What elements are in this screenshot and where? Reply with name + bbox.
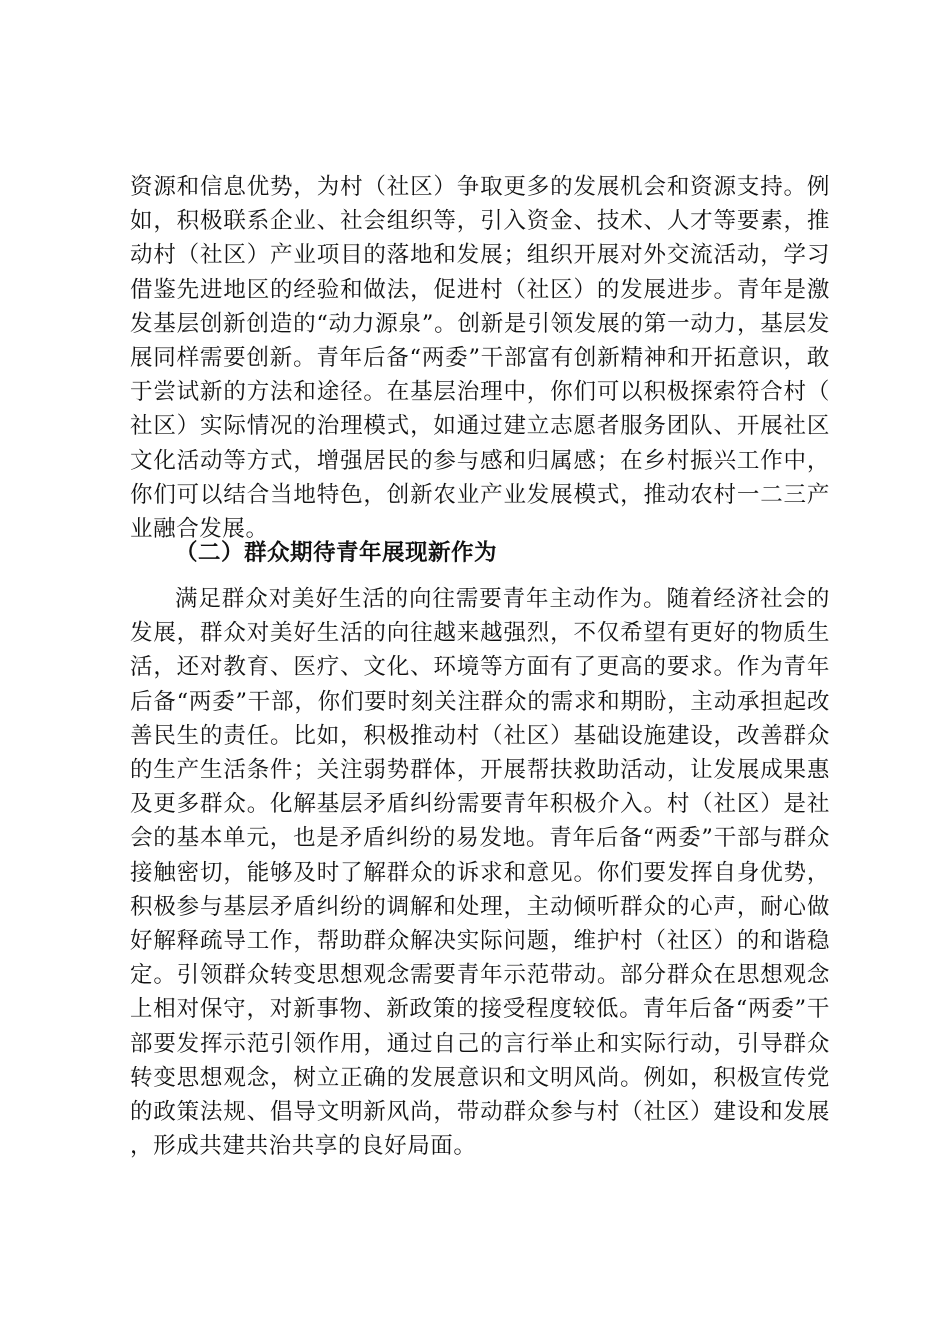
body-paragraph: 满足群众对美好生活的向往需要青年主动作为。随着经济社会的发展，群众对美好生活的向往越来越强烈，不仅希望有更好的物质生活，还对教育、医疗、文化、环境等方面有了更高的要求。作为青年后备“两委”干部，你们要时刻关注群众的需求和期盼，主动承担起改善民生的责任。比如，积极推动村（社区）基础设施建设，改善群众的生产生活条件；关注弱势群体，开展帮扶救助活动，让发展成果惠及更多群众。化解基层矛盾纠纷需要青年积极介入。村（社区）是社会的基本单元，也是矛盾纠纷的易发地。青年后备“两委”干部与群众接触密切，能够及时了解群众的诉求和意见。你们要发挥自身优势，积极参与基层矛盾纠纷的调解和处理，主动倾听群众的心声，耐心做好解释疏导工作，帮助群众解决实际问题，维护村（社区）的和谐稳定。引领群众转变思想观念需要青年示范带动。部分群众在思想观念上相对保守，对新事物、新政策的接受程度较低。青年后备“两委”干部要发挥示范引领作用，通过自己的言行举止和实际行动，引导群众转变思想观念，树立正确的发展意识和文明风尚。例如，积极宣传党的政策法规、倡导文明新风尚，带动群众参与村（社区）建设和发展，形成共建共治共享的良好局面。 — [130, 586, 830, 1160]
section-heading: （二）群众期待青年展现新作为 — [175, 540, 498, 566]
body-paragraph: 资源和信息优势，为村（社区）争取更多的发展机会和资源支持。例如，积极联系企业、社会组织等，引入资金、技术、人才等要素，推动村（社区）产业项目的落地和发展；组织开展对外交流活动，学习借鉴先进地区的经验和做法，促进村（社区）的发展进步。青年是激发基层创新创造的“动力源泉”。创新是引领发展的第一动力，基层发展同样需要创新。青年后备“两委”干部富有创新精神和开拓意识，敢于尝试新的方法和途径。在基层治理中，你们可以积极探索符合村（社区）实际情况的治理模式，如通过建立志愿者服务团队、开展社区文化活动等方式，增强居民的参与感和归属感；在乡村振兴工作中，你们可以结合当地特色，创新农业产业发展模式，推动农村一二三产业融合发展。 — [130, 174, 830, 543]
